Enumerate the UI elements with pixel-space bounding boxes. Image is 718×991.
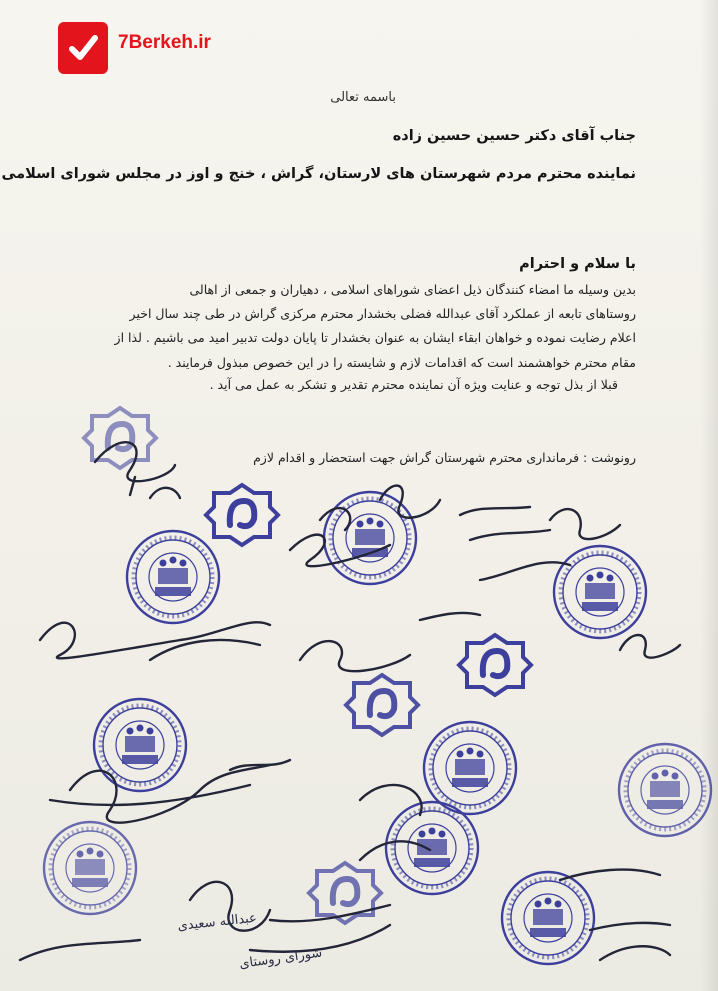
- greeting: با سلام و احترام: [519, 256, 636, 272]
- body-line: روستاهای تابعه از عملکرد آقای عبدالله فضلی بخشدار محترم مرکزی گراش در طی چند سال اخیر: [129, 306, 636, 321]
- letter-header: باسمه تعالی: [330, 90, 396, 105]
- site-name: 7Berkeh.ir: [118, 32, 211, 53]
- handwritten-note: عبدالله سعیدی: [176, 910, 258, 934]
- cc-line: رونوشت : فرمانداری محترم شهرستان گراش جهت استحضار و اقدام لازم: [253, 450, 636, 465]
- recipient-title: نماینده محترم مردم شهرستان های لارستان، گراش ، خنج و اوز در مجلس شورای اسلامی: [1, 166, 636, 182]
- round-stamp: [44, 492, 711, 964]
- body-line: اعلام رضایت نموده و خواهان ابقاء ایشان به عنوان بخشدار تا پایان دولت تدبیر امید می باشیم . لذا از: [114, 330, 636, 345]
- tile-stamp: [84, 408, 531, 923]
- handwritten-note: شورای روستای: [238, 945, 324, 972]
- recipient-name: جناب آقای دکتر حسین حسین زاده: [392, 128, 636, 144]
- body-line: بدین وسیله ما امضاء کنندگان ذیل اعضای شوراهای اسلامی ، دهیاران و جمعی از اهالی: [189, 282, 636, 297]
- body-line: مقام محترم خواهشمند است که اقدامات لازم و شایسته را در این خصوص مبذول فرمایند .: [167, 355, 636, 370]
- closing-line: قبلا از بذل توجه و عنایت ویژه آن نماینده محترم تقدیر و تشکر به عمل می آید .: [209, 377, 618, 392]
